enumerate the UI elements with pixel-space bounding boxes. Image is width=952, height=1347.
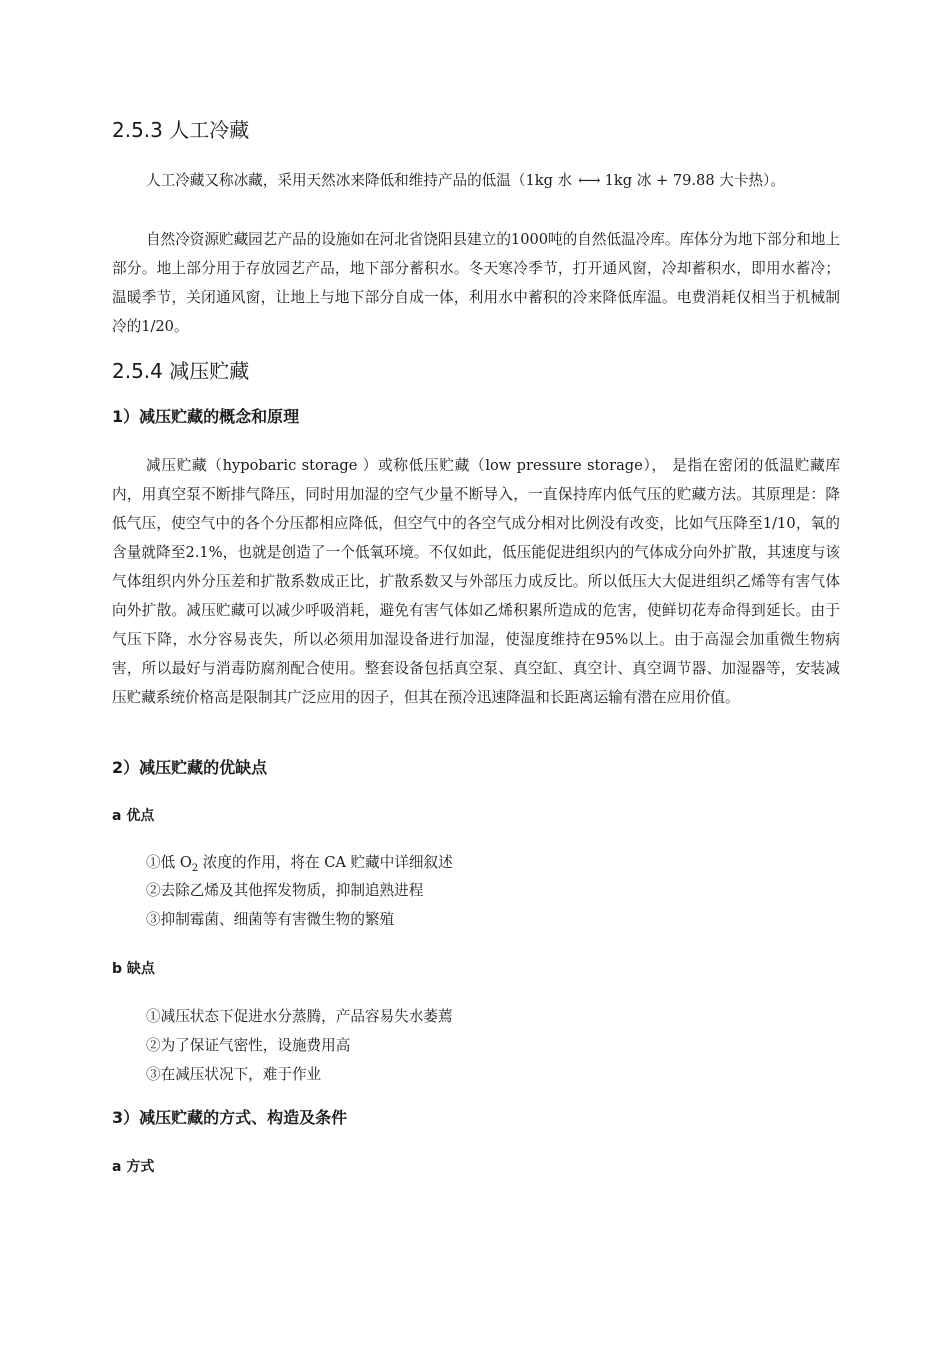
section-heading-2-5-4: 2.5.4 减压贮藏 <box>112 359 250 383</box>
subheading-concept: 1）减压贮藏的概念和原理 <box>112 407 300 426</box>
subheading-pros-cons: 2）减压贮藏的优缺点 <box>112 758 268 777</box>
advantage-item-1-text-b: 浓度的作用，将在 CA 贮藏中详细叙述 <box>198 854 453 871</box>
method-label: a 方式 <box>112 1159 155 1175</box>
advantage-item-3: ③抑制霉菌、细菌等有害微生物的繁殖 <box>146 911 395 928</box>
paragraph-ice-storage-text-a: 人工冷藏又称冰藏，采用天然冰来降低和维持产品的低温（1kg 水 <box>146 172 573 189</box>
advantage-item-1-text-a: ①低 O <box>146 854 192 871</box>
disadvantages-label: b 缺点 <box>112 961 155 977</box>
paragraph-ice-storage-text-b: 1kg 冰 + 79.88 大卡热）。 <box>604 172 785 189</box>
advantage-item-1 <box>146 852 453 880</box>
advantages-label: a 优点 <box>112 808 155 824</box>
advantage-item-2: ②去除乙烯及其他挥发物质，抑制追熟进程 <box>146 882 424 899</box>
section-heading-2-5-3: 2.5.3 人工冷藏 <box>112 118 250 142</box>
double-arrow-icon: ←→ <box>578 172 599 189</box>
paragraph-hypobaric-principle: 减压贮藏（hypobaric storage ）或称低压贮藏（low pressure storage）， 是指在密闭的低温贮藏库内，用真空泵不断排气降压，同时用加湿的空气少量不断导入，一直保持库内低气压的贮藏方法。其原理是：降低气压，使空气中的各个分压都相应降低，但空气中的各空气成分相对比例没有改变，比如气压降至1/10，氧的含量就降至2.1%，也就是创造了一个低氧环境。不仅如此，低压能促进组织内的气体成分向外扩散，其速度与该气体组织内外分压差和扩散系数成正比，扩散系数又与外部压力成反比。所以低压大大促进组织乙烯等有害气体向外扩散。减压贮藏可以减少呼吸消耗，避免有害气体如乙烯积累所造成的危害，使鲜切花寿命得到延长。由于气压下降，水分容易丧失，所以必须用加湿设备进行加湿，使湿度维持在95%以上。由于高湿会加重微生物病害，所以最好与消毒防腐剂配合使用。整套设备包括真空泵、真空缸、真空计、真空调节器、加湿器等，安装减压贮藏系统价格高是限制其广泛应用的因子，但其在预冷迅速降温和长距离运输有潜在应用价值。 <box>112 457 840 706</box>
disadvantage-item-1: ①减压状态下促进水分蒸腾，产品容易失水萎蔫 <box>146 1008 453 1025</box>
subheading-methods: 3）减压贮藏的方式、构造及条件 <box>112 1108 348 1127</box>
paragraph-natural-cold: 自然冷资源贮藏园艺产品的设施如在河北省饶阳县建立的1000吨的自然低温冷库。库体分为地下部分和地上部分。地上部分用于存放园艺产品，地下部分蓄积水。冬天寒冷季节，打开通风窗，冷却蓄积水，即用水蓄冷；温暖季节，关闭通风窗，让地上与地下部分自成一体，利用水中蓄积的冷来降低库温。电费消耗仅相当于机械制冷的1/20。 <box>112 231 840 335</box>
paragraph-ice-storage <box>112 166 840 195</box>
oxygen-subscript: 2 <box>191 862 199 874</box>
disadvantage-item-2: ②为了保证气密性，设施费用高 <box>146 1037 351 1054</box>
disadvantage-item-3: ③在减压状况下，难于作业 <box>146 1066 322 1083</box>
